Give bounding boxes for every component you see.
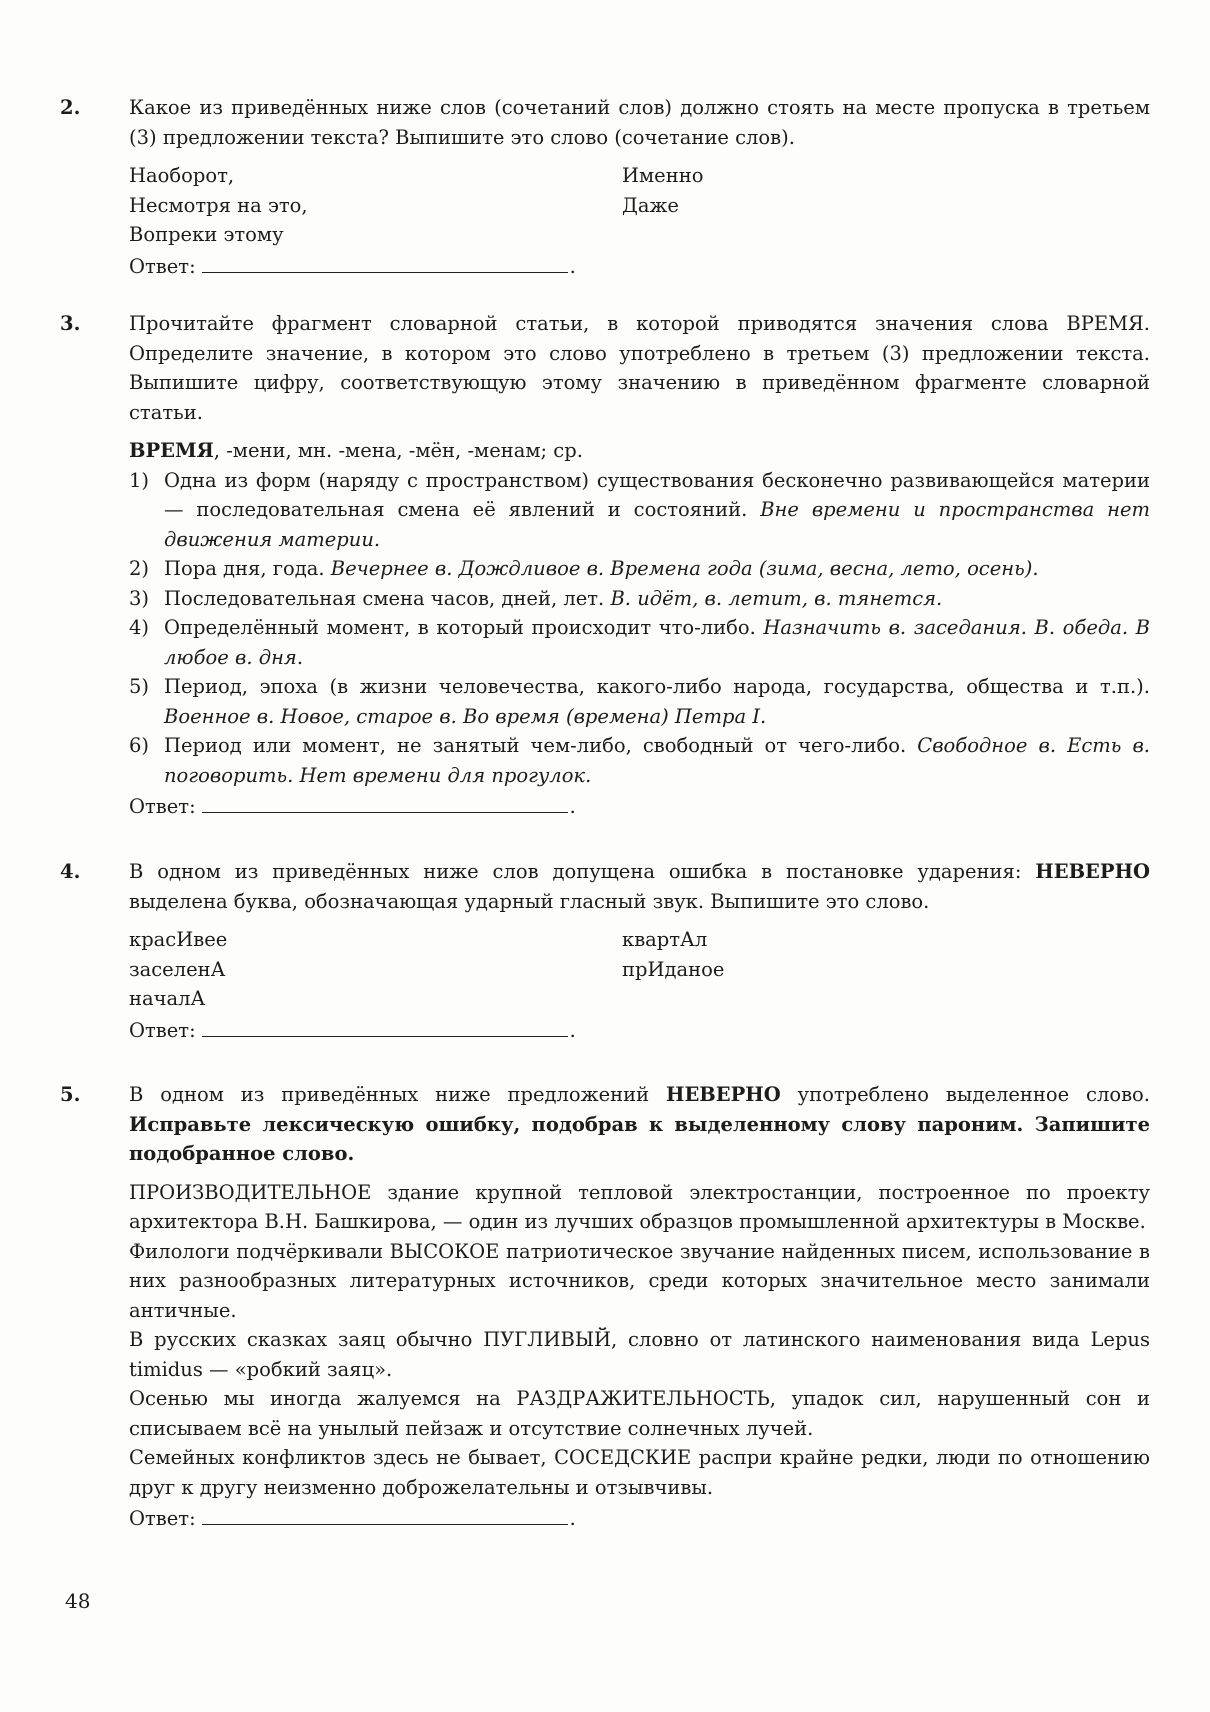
meaning-item: 1) Одна из форм (наряду с пространством) существования бесконечно развивающейся материи — последовательная смена её явлений и состояний. Вне времени и пространства нет движения материи.: [129, 468, 1151, 551]
option: квартАл: [622, 928, 708, 951]
option: заселенА: [129, 957, 226, 981]
sentence: В русских сказках заяц обычно ПУГЛИВЫЙ, словно от латинского наименования вида Lepus timidus — «робкий заяц».: [129, 1328, 1150, 1381]
answer-row: Ответ: .: [129, 1502, 1150, 1534]
sentence: Филологи подчёркивали ВЫСОКОЕ патриотическое звучание найденных писем, использование в них разнообразных литературных источников, среди которых значительное место занимали античные.: [129, 1239, 1150, 1322]
sentence: ПРОИЗВОДИТЕЛЬНОЕ здание крупной тепловой электростанции, построенное по проекту архитектора В.Н. Башкирова, — один из лучших образцов промышленной архитектуры в Москве.: [129, 1180, 1150, 1233]
dictionary-headword: ВРЕМЯ, -мени, мн. -мена, -мён, -менам; ср.: [129, 439, 583, 462]
answer-row: Ответ: .: [129, 250, 1150, 282]
answer-label: Ответ:: [129, 1507, 196, 1530]
answer-line[interactable]: [202, 1014, 568, 1037]
sentence: Осенью мы иногда жалуемся на РАЗДРАЖИТЕЛЬНОСТЬ, упадок сил, нарушенный сон и списываем всё на унылый пейзаж и отсутствие солнечных лучей.: [129, 1387, 1150, 1440]
task-number: 4.: [60, 860, 81, 883]
meaning-item: 6) Период или момент, не занятый чем-либо, свободный от чего-либо. Свободное в. Есть в. поговорить. Нет времени для прогулок.: [129, 734, 1150, 787]
task-number: 5.: [60, 1083, 81, 1106]
options: [129, 161, 1150, 250]
task-3: [60, 309, 1150, 822]
page-number: 48: [65, 1589, 91, 1613]
task-4: [60, 857, 1150, 1045]
meaning-item: 2) Пора дня, года. Вечернее в. Дождливое в. Времена года (зима, весна, лето, осень).: [129, 557, 1039, 580]
meanings-list: [129, 466, 1150, 791]
task-question: Какое из приведённых ниже слов (сочетаний слов) должно стоять на месте пропуска в третьем (3) предложении текста? Выпишите это слово (сочетание слов).: [129, 96, 1150, 149]
meaning-item: 5) Период, эпоха (в жизни человечества, какого-либо народа, государства, общества и т.п.). Военное в. Новое, старое в. Во время (времена) Петра I.: [129, 675, 1150, 728]
sentence: Семейных конфликтов здесь не бывает, СОСЕДСКИЕ распри крайне редки, люди по отношению друг к другу неизменно доброжелательны и отзывчивы.: [129, 1446, 1150, 1499]
answer-line[interactable]: [202, 790, 568, 813]
answer-label: Ответ:: [129, 795, 196, 818]
answer-row: Ответ: .: [129, 1014, 1150, 1046]
answer-line[interactable]: [202, 1502, 568, 1525]
meaning-item: 3) Последовательная смена часов, дней, лет. В. идёт, в. летит, в. тянется.: [129, 586, 943, 610]
option: прИданое: [622, 957, 725, 981]
answer-line[interactable]: [202, 250, 568, 273]
answer-label: Ответ:: [129, 1018, 196, 1042]
option: Даже: [622, 193, 679, 217]
task-question: Прочитайте фрагмент словарной статьи, в которой приводятся значения слова ВРЕМЯ. Определите значение, в котором это слово употреблено в третьем (3) предложении текста. Выпишите цифру, соответствующую этому значению в приведённом фрагменте словарной статьи.: [129, 312, 1150, 424]
task-question: В одном из приведённых ниже слов допущена ошибка в постановке ударения: НЕВЕРНО выделена буква, обозначающая ударный гласный звук. Выпишите это слово.: [129, 860, 1150, 913]
task-2: [60, 93, 1150, 281]
task-5: [60, 1080, 1150, 1534]
option: Вопреки этому: [129, 223, 284, 246]
answer-row: Ответ: .: [129, 790, 1150, 822]
option: Наоборот,: [129, 164, 235, 187]
answer-label: Ответ:: [129, 254, 196, 278]
options: [129, 925, 1150, 1014]
task-question: В одном из приведённых ниже предложений НЕВЕРНО употреблено выделенное слово. Исправьте лексическую ошибку, подобрав к выделенному слову пароним. Запишите подобранное слово.: [129, 1083, 1150, 1165]
meaning-item: 4) Определённый момент, в который происходит что-либо. Назначить в. заседания. В. обеда. В любое в. дня.: [129, 616, 1150, 669]
option: Именно: [622, 164, 704, 187]
option: Несмотря на это,: [129, 193, 308, 217]
task-number: 2.: [60, 96, 81, 119]
task-number: 3.: [60, 312, 81, 335]
option: красИвее: [129, 928, 228, 951]
option: началА: [129, 987, 206, 1010]
